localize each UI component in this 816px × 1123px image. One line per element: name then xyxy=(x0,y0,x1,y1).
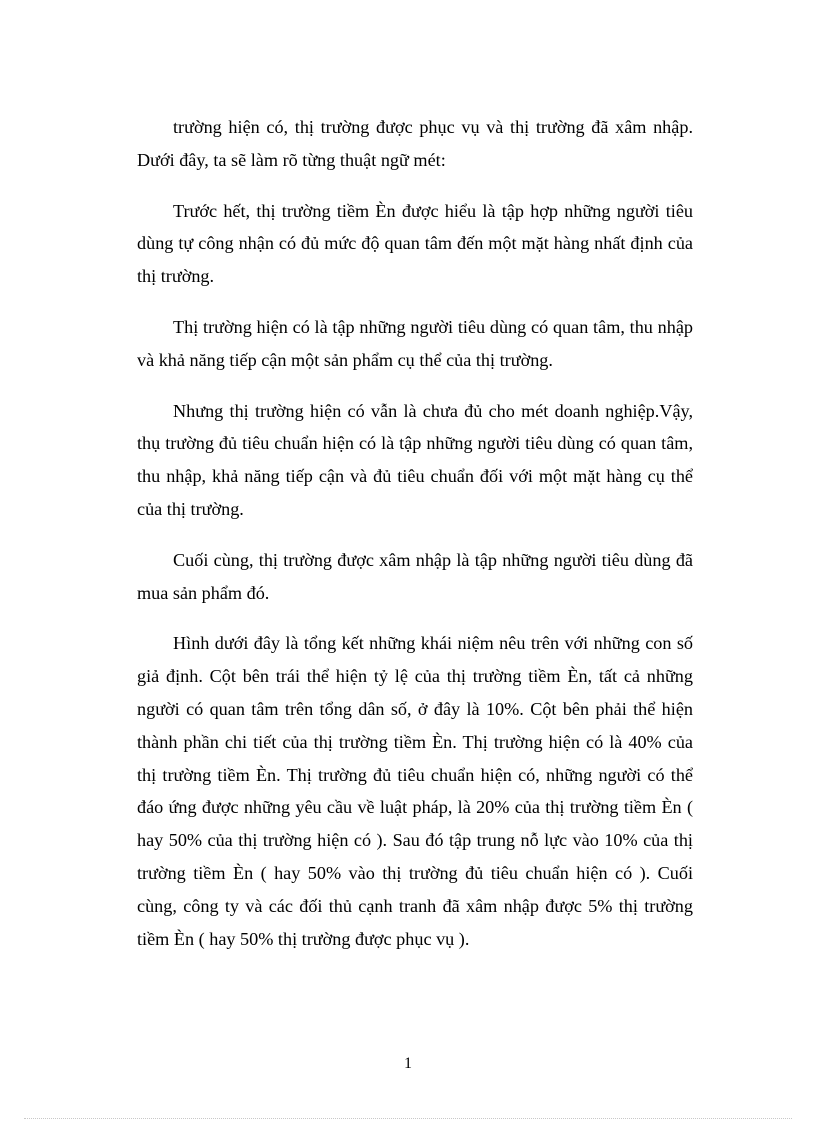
paragraph-potential-market: Trước hết, thị trường tiềm Èn được hiểu là tập hợp những người tiêu dùng tự công nhận có đủ mức độ quan tâm đến một mặt hàng nhất định của thị trường. xyxy=(137,200,693,287)
body-text xyxy=(137,111,693,973)
paragraph-continuation: trường hiện có, thị trường được phục vụ và thị trường đã xâm nhập. Dưới đây, ta sẽ làm rõ từng thuật ngữ mét: xyxy=(137,117,693,170)
paragraph-available-market: Thị trường hiện có là tập những người tiêu dùng có quan tâm, thu nhập và khả năng tiếp cận một sản phẩm cụ thể của thị trường. xyxy=(137,316,693,370)
paragraph-qualified-market: Nhưng thị trường hiện có vẫn là chưa đủ cho mét doanh nghiệp.Vậy, thụ trường đủ tiêu chuẩn hiện có là tập những người tiêu dùng có quan tâm, thu nhập, khả năng tiếp cận và đủ tiêu chuẩn đối với một mặt hàng cụ thể của thị trường. xyxy=(137,400,693,519)
page-number: 1 xyxy=(404,1055,412,1072)
page-bottom-divider xyxy=(24,1118,792,1119)
paragraph-penetrated-market: Cuối cùng, thị trường được xâm nhập là tập những người tiêu dùng đã mua sản phẩm đó. xyxy=(137,549,693,603)
paragraph-summary: Hình dưới đây là tổng kết những khái niệm nêu trên với những con số giả định. Cột bên trái thể hiện tỷ lệ của thị trường tiềm Èn, tất cả những người có quan tâm trên tổng dân số, ở đây là 10%. Cột bên phải thể hiện thành phần chi tiết của thị trường tiềm Èn. Thị trường hiện có là 40% của thị trường tiềm Èn. Thị trường đủ tiêu chuẩn hiện có, những người có thể đáo ứng được những yêu cầu về luật pháp, là 20% của thị trường tiềm Èn ( hay 50% của thị trường hiện có ). Sau đó tập trung nỗ lực vào 10% của thị trường tiềm Èn ( hay 50% vào thị trường đủ tiêu chuẩn hiện có ). Cuối cùng, công ty và các đối thủ cạnh tranh đã xâm nhập được 5% thị trường tiềm Èn ( hay 50% thị trường được phục vụ ). xyxy=(137,633,693,949)
